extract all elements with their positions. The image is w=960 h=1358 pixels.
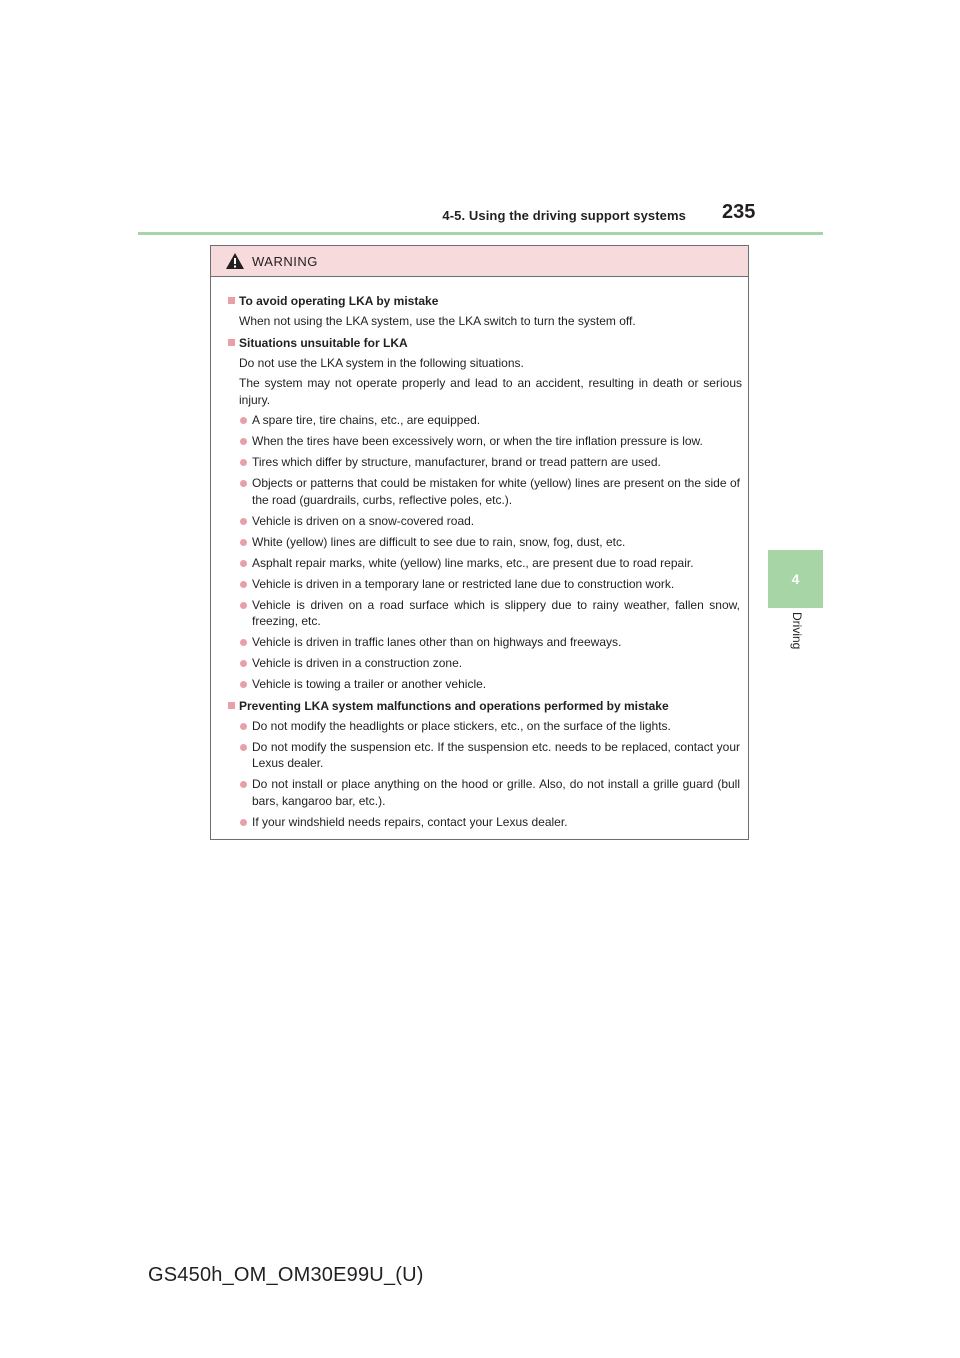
list-item-text: A spare tire, tire chains, etc., are equipped. bbox=[252, 413, 481, 427]
section-heading bbox=[228, 699, 742, 714]
list-item bbox=[228, 676, 742, 693]
list-item-text: When the tires have been excessively worn, or when the tire inflation pressure is low. bbox=[252, 434, 703, 448]
warning-triangle-icon bbox=[225, 252, 245, 270]
round-bullet-icon bbox=[240, 660, 247, 667]
paragraph: Do not use the LKA system in the following situations. bbox=[239, 355, 524, 370]
round-bullet-icon bbox=[240, 744, 247, 751]
list-item bbox=[228, 576, 742, 593]
section-heading-text: Situations unsuitable for LKA bbox=[239, 335, 408, 350]
section-heading-text: To avoid operating LKA by mistake bbox=[239, 294, 439, 308]
round-bullet-icon bbox=[240, 417, 247, 424]
list-item-text: Vehicle is driven in a temporary lane or restricted lane due to construction work. bbox=[252, 576, 675, 591]
round-bullet-icon bbox=[240, 459, 247, 466]
paragraph: When not using the LKA system, use the LKA switch to turn the system off. bbox=[239, 314, 636, 328]
list-item-text: Vehicle is driven in a construction zone. bbox=[252, 656, 463, 670]
round-bullet-icon bbox=[240, 681, 247, 688]
warning-body bbox=[211, 277, 748, 830]
section-title: 4-5. Using the driving support systems bbox=[442, 208, 686, 223]
list-item-text: Vehicle is driven in traffic lanes other than on highways and freeways. bbox=[252, 635, 622, 649]
list-item bbox=[228, 814, 742, 831]
warning-title: WARNING bbox=[252, 253, 318, 269]
chapter-tab bbox=[768, 550, 823, 608]
header-rule bbox=[138, 232, 823, 235]
list-item-text: Vehicle is driven on a road surface which is slippery due to rainy weather, fallen snow, freezing, etc. bbox=[252, 597, 740, 628]
chapter-number: 4 bbox=[791, 571, 800, 587]
list-item-text: White (yellow) lines are difficult to see due to rain, snow, fog, dust, etc. bbox=[252, 534, 626, 549]
warning-box bbox=[210, 245, 749, 840]
round-bullet-icon bbox=[240, 781, 247, 788]
paragraph: The system may not operate properly and lead to an accident, resulting in death or serious injury. bbox=[239, 376, 742, 407]
list-item-text: Vehicle is driven on a snow-covered road. bbox=[252, 513, 475, 528]
section-heading-text: Preventing LKA system malfunctions and operations performed by mistake bbox=[239, 698, 669, 713]
list-item bbox=[228, 634, 742, 651]
round-bullet-icon bbox=[240, 819, 247, 826]
section-heading bbox=[228, 336, 742, 351]
list-item-text: Do not modify the suspension etc. If the suspension etc. needs to be replaced, contact your Lexus dealer. bbox=[252, 739, 740, 770]
list-item-text: Vehicle is towing a trailer or another vehicle. bbox=[252, 677, 487, 691]
list-item-text: Do not modify the headlights or place stickers, etc., on the surface of the lights. bbox=[252, 718, 671, 733]
list-item bbox=[228, 513, 742, 530]
round-bullet-icon bbox=[240, 723, 247, 730]
square-bullet-icon bbox=[228, 702, 235, 709]
round-bullet-icon bbox=[240, 639, 247, 646]
round-bullet-icon bbox=[240, 539, 247, 546]
list-item bbox=[228, 412, 742, 429]
chapter-label: Driving bbox=[790, 612, 804, 650]
list-item-text: If your windshield needs repairs, contact your Lexus dealer. bbox=[252, 814, 568, 829]
list-item bbox=[228, 655, 742, 672]
list-item bbox=[228, 718, 742, 735]
square-bullet-icon bbox=[228, 339, 235, 346]
square-bullet-icon bbox=[228, 297, 235, 304]
list-item bbox=[228, 433, 742, 450]
round-bullet-icon bbox=[240, 480, 247, 487]
list-item bbox=[228, 739, 742, 772]
list-item bbox=[228, 555, 742, 572]
list-item bbox=[228, 475, 742, 508]
section-heading bbox=[228, 294, 742, 309]
list-item-text: Do not install or place anything on the hood or grille. Also, do not install a grille guard (bull bars, kangaroo bar, etc.). bbox=[252, 777, 740, 808]
round-bullet-icon bbox=[240, 602, 247, 609]
document-code: GS450h_OM_OM30E99U_(U) bbox=[148, 1264, 424, 1286]
warning-header bbox=[211, 246, 748, 277]
round-bullet-icon bbox=[240, 438, 247, 445]
list-item bbox=[228, 597, 742, 630]
round-bullet-icon bbox=[240, 518, 247, 525]
page-number: 235 bbox=[722, 201, 756, 223]
list-item-text: Objects or patterns that could be mistaken for white (yellow) lines are present on the side of the road (guardrails, curbs, reflective poles, etc.). bbox=[252, 476, 740, 507]
list-item-text: Asphalt repair marks, white (yellow) line marks, etc., are present due to road repair. bbox=[252, 555, 694, 570]
list-item bbox=[228, 776, 742, 809]
round-bullet-icon bbox=[240, 560, 247, 567]
list-item bbox=[228, 534, 742, 551]
list-item-text: Tires which differ by structure, manufacturer, brand or tread pattern are used. bbox=[252, 455, 661, 469]
list-item bbox=[228, 454, 742, 471]
round-bullet-icon bbox=[240, 581, 247, 588]
